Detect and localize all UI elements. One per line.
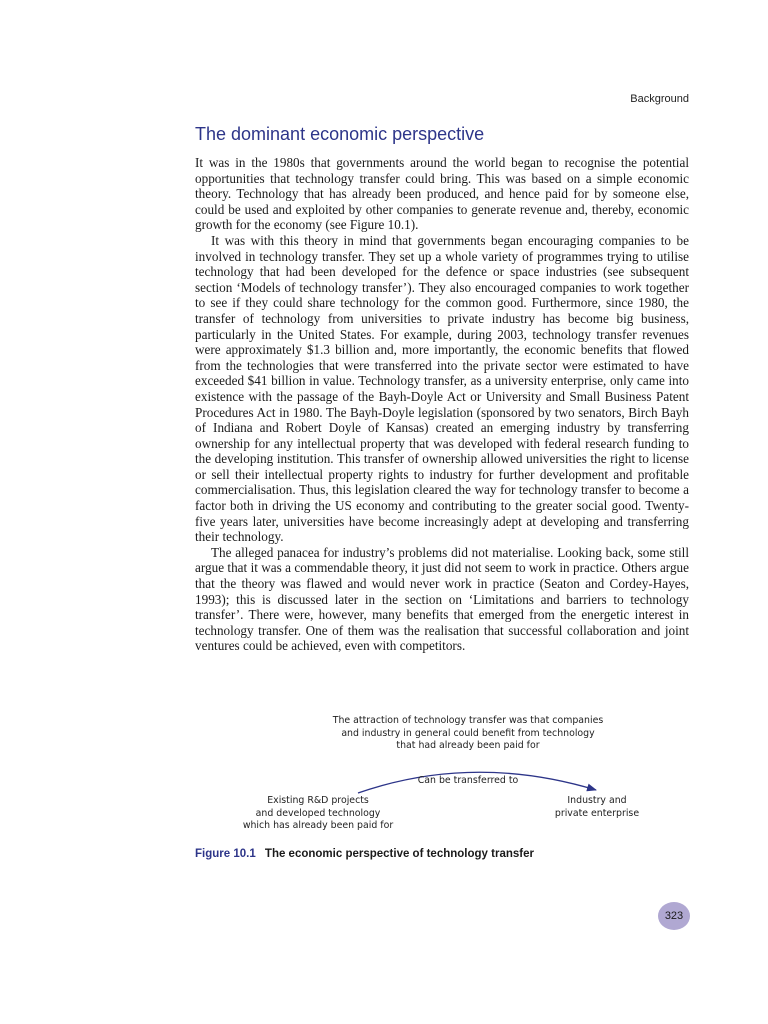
- body-text: [195, 155, 689, 654]
- section-heading: The dominant economic perspective: [195, 124, 485, 144]
- figure-caption-label: Figure 10.1: [195, 848, 256, 860]
- figure-destination-text: Industry and private enterprise: [554, 795, 640, 819]
- figure-source-text: Existing R&D projects and developed technology which has already been paid for: [242, 795, 394, 831]
- running-head: Background: [630, 93, 689, 105]
- figure-caption-title: The economic perspective of technology transfer: [264, 848, 534, 860]
- page-number: 323: [658, 902, 690, 930]
- figure-caption: [195, 848, 534, 860]
- figure-arrow-label: Can be transferred to: [417, 775, 519, 786]
- paragraph-3: The alleged panacea for industry’s problems did not materialise. Looking back, some still argue that it was a commendable theory, it just did not seem to work in practice. Others argue that the theory was flawed and would never work in practice (Seaton and Cordey-Hayes, 1993); this is discussed later in the section on ‘Limitations and barriers to technology transfer’. There were, however, many benefits that emerged from the energetic interest in technology transfer. One of them was the realisation that successful collaboration and joint ventures could be achieved, even with competitors.: [195, 544, 689, 654]
- paragraph-2: It was with this theory in mind that governments began encouraging companies to be involved in technology transfer. They set up a whole variety of programmes trying to utilise technology that had been developed for the defence or space industries (see subsequent section ‘Models of technology transfer’). They also encouraged companies to work together to see if they could share technology for the common good. Furthermore, since 1980, the transfer of technology from universities to private industry has become big business, particularly in the United States. For example, during 2003, technology transfer revenues were approximately $1.3 billion and, more importantly, the economic benefits that flowed from the technologies that were transferred into the private sector were estimated to have exceeded $41 billion in value. Technology transfer, as a university enterprise, only came into existence with the passage of the Bayh-Doyle Act or University and Small Business Patent Procedures Act in 1980. The Bayh-Doyle legislation (sponsored by two senators, Birch Bayh of Indiana and Robert Doyle of Kansas) created an emerging industry by transferring ownership for any intellectual property that was developed with federal research funding to the developing institution. This transfer of ownership allowed universities the right to license or sell their intellectual property rights to industry for further development and profitable commercialisation. Thus, this legislation cleared the way for technology transfer to become a factor both in driving the US economy and contributing to the greater social good. Twenty-five years later, universities have become increasingly adept at developing and transferring their technology.: [195, 232, 689, 545]
- paragraph-1: It was in the 1980s that governments around the world began to recognise the potential opportunities that technology transfer could bring. This was based on a simple economic theory. Technology that has already been produced, and hence paid for by someone else, could be used and exploited by other companies to generate revenue and, thereby, economic growth for the economy (see Figure 10.1).: [195, 155, 689, 233]
- figure-10-1: [195, 708, 689, 868]
- figure-top-text: The attraction of technology transfer was that companies and industry in general could benefit from technology that had already been paid for: [332, 715, 604, 751]
